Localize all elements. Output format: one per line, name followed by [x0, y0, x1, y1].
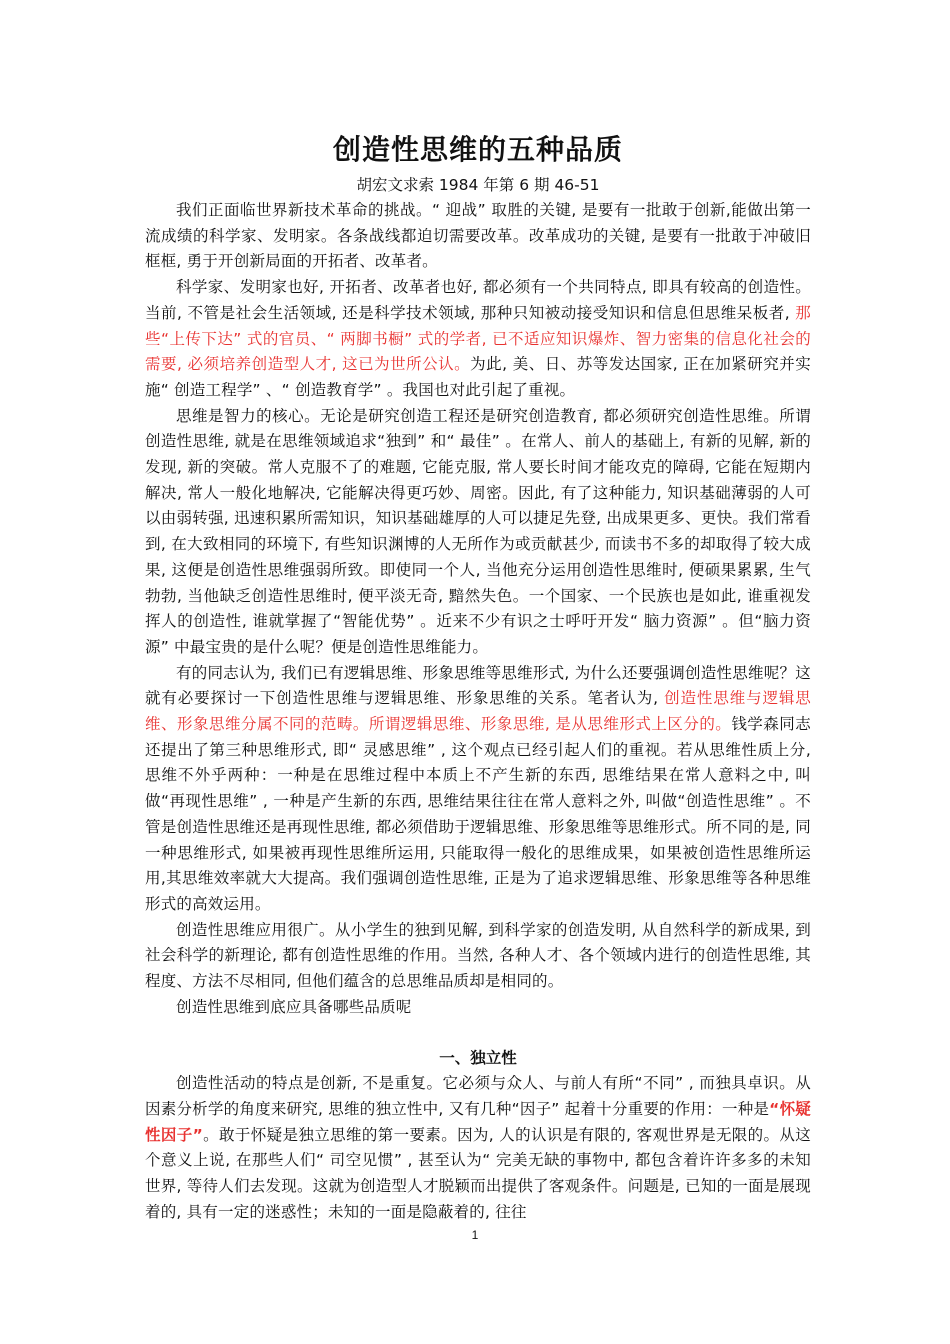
- paragraph-6-text: 创造性思维到底应具备哪些品质呢: [176, 997, 412, 1016]
- paragraph-4-text-a: 有的同志认为, 我们已有逻辑思维、形象思维等思维形式, 为什么还要强调创造性思维呢？这就有必要探讨一下创造性思维与逻辑思维、形象思维的关系。笔者认为,: [145, 663, 811, 708]
- section-1-text-a: 创造性活动的特点是创新, 不是重复。它必须与众人、与前人有所“不同” , 而独具卓识。从因素分析学的角度来研究, 思维的独立性中, 又有几种“因子” 起着十分重要的作用：一种是: [145, 1074, 811, 1118]
- paragraph-3: [145, 404, 811, 661]
- paragraph-1-text: 我们正面临世界新技术革命的挑战。“ 迎战” 取胜的关键, 是要有一批敢于创新,能做出第一流成绩的科学家、发明家。各条战线都迫切需要改革。改革成功的关键, 是要有一批敢于冲破旧框框, 勇于开创新局面的开拓者、改革者。: [145, 201, 811, 271]
- paragraph-2-text-a: 科学家、发明家也好, 开拓者、改革者也好, 都必须有一个共同特点, 即具有较高的创造性。当前, 不管是社会生活领域, 还是科学技术领域, 那种只知被动接受知识和信息但思维呆板者,: [145, 278, 811, 322]
- section-heading-independence: 一、独立性: [439, 1048, 517, 1067]
- paragraph-2: [145, 275, 811, 404]
- paragraph-5: [145, 918, 811, 995]
- document-source: 胡宏文求索 1984 年第 6 期 46-51: [356, 176, 600, 194]
- paragraph-1: [145, 198, 811, 275]
- section-1-text-b: 。敢于怀疑是独立思维的第一要素。因为, 人的认识是有限的, 客观世界是无限的。从这个意义上说, 在那些人们“ 司空见惯” , 甚至认为“ 完美无缺的事物中, 都包含着许许多多的未知世界, 等待人们去发现。这就为创造型人才脱颖而出提供了客观条件。问题是, 已知的一面是展现着的, 具有一定的迷惑性；未知的一面是隐蔽着的, 往往: [145, 1125, 811, 1221]
- section-1-paragraph: [145, 1071, 811, 1225]
- paragraph-4-text-b: 钱学森同志还提出了第三种思维形式, 即“ 灵感思维” , 这个观点已经引起人们的重视。若从思维性质上分, 思维不外乎两种：一种是在思维过程中本质上不产生新的东西, 思维结果在常人意料之中, 叫做“再现性思维” , 一种是产生新的东西, 思维结果往往在常人意料之外, 叫做“创造性思维” 。不管是创造性思维还是再现性思维, 都必须借助于逻辑思维、形象思维等思维形式。所不同的是, 同一种思维形式, 如果被再现性思维所运用, 只能取得一般化的思维成果，如果被创造性思维所运用,其思维效率就大大提高。我们强调创造性思维, 正是为了追求逻辑思维、形象思维等各种思维形式的高效运用。: [145, 715, 811, 913]
- page-number: 1: [471, 1228, 479, 1242]
- paragraph-2-highlight: 那些“上传下达” 式的官员、“ 两脚书橱” 式的学者, 已不适应知识爆炸、智力密集的信息化社会的需要, 必须培养创造型人才, 这已为世所公认。: [145, 303, 811, 374]
- paragraph-2-text-b: 为此, 美、日、苏等发达国家, 正在加紧研究并实施“ 创造工程学” 、“ 创造教育学” 。我国也对此引起了重视。: [145, 355, 812, 399]
- section-1-highlight: “怀疑性因子”: [145, 1099, 811, 1144]
- document-title: 创造性思维的五种品质: [332, 133, 623, 166]
- paragraph-4-highlight: 创造性思维与逻辑思维、形象思维分属不同的范畴。所谓逻辑思维、形象思维, 是从思维形式上区分的。: [145, 689, 811, 734]
- paragraph-3-text: 思维是智力的核心。无论是研究创造工程还是研究创造教育, 都必须研究创造性思维。所谓创造性思维, 就是在思维领域追求“独到” 和“ 最佳” 。在常人、前人的基础上, 有新的见解, 新的发现, 新的突破。常人克服不了的难题, 它能克服, 常人要长时间才能攻克的障碍, 它能在短期内解决, 常人一般化地解决, 它能解决得更巧妙、周密。因此, 有了这种能力, 知识基础薄弱的人可以由弱转强, 迅速积累所需知识，知识基础雄厚的人可以捷足先登, 出成果更多、更快。我们常看到, 在大致相同的环境下, 有些知识渊博的人无所作为或贡献甚少, 而读书不多的却取得了较大成果, 这便是创造性思维强弱所致。即使同一个人, 当他充分运用创造性思维时, 便硕果累累, 生气勃勃, 当他缺乏创造性思维时, 便平淡无奇, 黯然失色。一个国家、一个民族也是如此, 谁重视发挥人的创造性, 谁就掌握了“智能优势” 。近来不少有识之士呼吁开发“ 脑力资源” 。但“脑力资源” 中最宝贵的是什么呢？便是创造性思维能力。: [145, 406, 811, 656]
- paragraph-6: [145, 995, 811, 1021]
- paragraph-5-text: 创造性思维应用很广。从小学生的独到见解, 到科学家的创造发明, 从自然科学的新成果, 到社会科学的新理论, 都有创造性思维的作用。当然, 各种人才、各个领域内进行的创造性思维, 其程度、方法不尽相同, 但他们蕴含的总思维品质却是相同的。: [145, 920, 811, 991]
- document-body: [145, 128, 811, 1225]
- paragraph-4: [145, 661, 811, 918]
